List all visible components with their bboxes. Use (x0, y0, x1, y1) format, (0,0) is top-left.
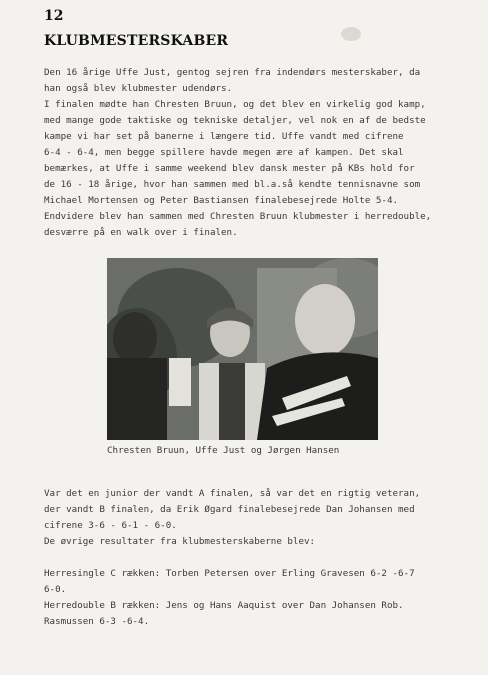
page-number: 12 (44, 8, 64, 24)
text-line: der vandt B finalen, da Erik Øgard finalebesejrede Dan Johansen med (44, 504, 415, 515)
text-line: Den 16 årige Uffe Just, gentog sejren fra indendørs mesterskaber, da (44, 67, 421, 78)
text-line: med mange gode taktiske og tekniske detaljer, vel nok en af de bedste (44, 115, 426, 126)
text-line: de 16 - 18 årige, hvor han sammen med bl.a.så kendte tennisnavne som (44, 179, 421, 190)
page-heading: KLUBMESTERSKABER (44, 33, 229, 49)
text-line: cifrene 3-6 - 6-1 - 6-0. (44, 520, 177, 531)
text-line: I finalen mødte han Chresten Bruun, og det blev en virkelig god kamp, (44, 99, 426, 110)
text-line: kampe vi har set på banerne i længere tid. Uffe vandt med cifrene (44, 131, 404, 142)
text-line: Var det en junior der vandt A finalen, så var det en rigtig veteran, (44, 488, 421, 499)
text-line: desværre på en walk over i finalen. (44, 227, 238, 238)
text-line: Herresingle C rækken: Torben Petersen over Erling Gravesen 6-2 -6-7 (44, 568, 415, 579)
text-line: Michael Mortensen og Peter Bastiansen finalebesejrede Holte 5-4. (44, 195, 399, 206)
text-line: han også blev klubmester udendørs. (44, 83, 233, 94)
text-line: 6-4 - 6-4, men begge spillere havde megen ære af kampen. Det skal (44, 147, 404, 158)
photo-illustration (107, 258, 378, 440)
paragraph-results (44, 486, 474, 630)
photo-caption: Chresten Bruun, Uffe Just og Jørgen Hansen (107, 445, 340, 456)
paragraph-uffe-just (44, 65, 474, 241)
text-line: De øvrige resultater fra klubmesterskaberne blev: (44, 536, 316, 547)
text-line: bemærkes, at Uffe i samme weekend blev dansk mester på KBs hold for (44, 163, 415, 174)
text-line: Herredouble B rækken: Jens og Hans Aaquist over Dan Johansen Rob. (44, 600, 404, 611)
photo (107, 258, 378, 440)
text-line: 6-0. (44, 584, 67, 595)
text-line: Endvidere blev han sammen med Chresten Bruun klubmester i herredouble, (44, 211, 432, 222)
text-line: Rasmussen 6-3 -6-4. (44, 616, 150, 627)
paper-mark (341, 27, 361, 41)
text-line (44, 550, 474, 566)
